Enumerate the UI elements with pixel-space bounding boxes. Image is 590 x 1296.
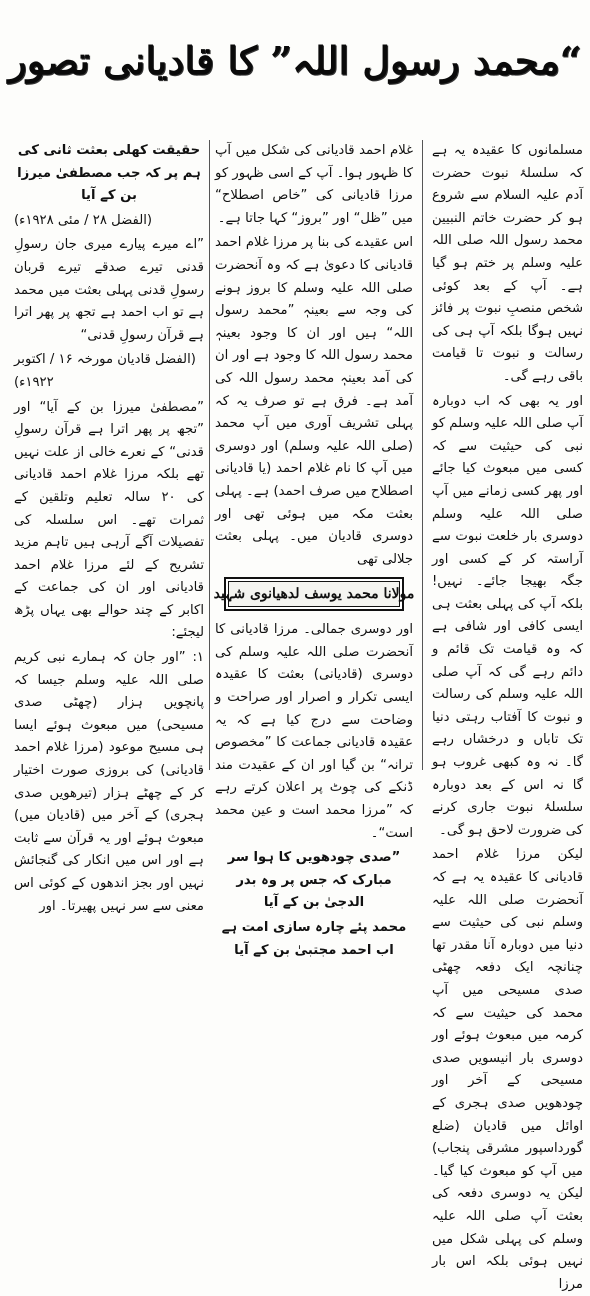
paragraph: اس عقیدے کی بنا پر مرزا غلام احمد قادیانی کا دعویٰ ہے کہ وہ آنحضرت صلی اللہ علیہ وسلم کا بروز ہونے کی وجہ سے بعینہٖ ”محمد رسول اللہ“ ہیں اور ان کا وجود بعینہٖ محمد رسول اللہ کا وجود ہے اور ان کی آمد بعینہٖ محمد رسول اللہ کی آمد ہے۔ فرق ہے تو صرف یہ کہ پہلی تشریف آوری میں آپ محمد (صلی اللہ علیہ وسلم) اور دوسری میں آپ کا نام غلام احمد (یا قادیانی اصطلاح میں صرف احمد) ہے۔ پہلی بعثت مکہ میں ہوئی تھی اور دوسری قادیان میں۔ پہلی بعثت جلالی تھی — [215, 235, 413, 567]
column-left — [14, 140, 204, 914]
author-byline-box — [213, 577, 415, 611]
article-headline — [8, 14, 582, 106]
paragraph: ۱: ”اور جان کہ ہمارے نبی کریم صلی اللہ علیہ وسلم جیسا کہ پانچویں ہزار (چھٹی صدی مسیحی) میں مبعوث ہوئے ایسا ہی مسیح موعود (مرزا غلام احمد قادیانی) کی بروزی صورت اختیار کر کے چھٹے ہزار (تیرھویں صدی ہجری) کے آخر میں (قادیان میں) مبعوث ہوئے اور یہ قرآن سے ثابت ہے اور اس میں انکار کی گنجائش نہیں اور بجز اندھوں کے کوئی اس معنی سے سر نہیں پھیرتا۔ اور — [14, 650, 204, 914]
quoted-poem: ”اے میرے پیارے میری جان رسولِ قدنی تیرے صدقے تیرے قربان رسولِ قدنی پہلی بعثت میں محمد ہے تو اب احمد ہے تجھ پر پھر اترا ہے قرآن رسولِ قدنی“ — [14, 237, 204, 343]
headline-text: “محمد رسول اللہ” کا قادیانی تصور — [8, 37, 582, 83]
author-name: مولانا محمد یوسف لدھیانوی شہید — [213, 585, 415, 602]
verse-line: ”صدی چودھویں کا ہوا سر مبارک کہ جس پر وہ بدر الدجیٰ بن کے آیا — [227, 850, 401, 911]
verse-line: حقیقت کھلی بعثت ثانی کی ہم پر کہ جب مصطفیٰ میرزا بن کے آیا — [17, 143, 201, 204]
column-divider — [209, 140, 210, 770]
column-middle — [213, 140, 415, 958]
column-divider — [422, 140, 423, 770]
reference-citation: (الفضل قادیان مورخہ ۱۶ / اکتوبر ۱۹۲۲ء) — [14, 352, 196, 390]
column-right — [432, 140, 583, 1292]
paragraph: لیکن مرزا غلام احمد قادیانی کا عقیدہ یہ ہے کہ آنحضرت صلی اللہ علیہ وسلم نبی کی حیثیت سے دنیا میں دوبارہ آنا مقدر تھا چنانچہ ایک دفعہ چھٹی صدی مسیحی میں آپ محمد کی حیثیت سے کہ کرمہ میں مبعوث ہوئے اور دوسری بار انیسویں صدی مسیحی کے آخر اور چودھویں صدی ہجری کے اوائل میں قادیان (ضلع گورداسپور مشرقی پنجاب) میں آپ کو مبعوث کیا گیا۔ لیکن یہ دوسری دفعہ کی بعثت آپ صلی اللہ علیہ وسلم کی پہلی شکل میں نہیں ہوئی بلکہ اس بار مرزا — [432, 847, 583, 1292]
reference-citation: (الفضل ۲۸ / مئی ۱۹۲۸ء) — [14, 212, 153, 228]
verse-line: محمد پئے چارہ سازی امت ہے اب احمد مجتبیٰ بن کے آیا — [221, 920, 407, 958]
paragraph: غلام احمد قادیانی کی شکل میں آپ کا ظہور ہوا۔ آپ کے اسی ظہور کو مرزا قادیانی کی ”خاص اصطلاح“ میں ”ظل“ اور ”بروز“ کہا جاتا ہے۔ — [215, 143, 413, 226]
paragraph: اور یہ بھی کہ اب دوبارہ آپ صلی اللہ علیہ وسلم کو نبی کی حیثیت سے کہ کسی میں مبعوث کیا جائے اور پھر کسی زمانے میں آپ صلی اللہ علیہ وسلم دوسری بار خلعت نبوت سے آراستہ کر کے کسی اور جگہ بھیجا جائے۔ نہیں! بلکہ آپ کی پہلی بعثت ہی ایسی کافی اور شافی ہے کہ وہ قیامت تک قائم و دائم رہے گی کہ آپ صلی اللہ علیہ وسلم کی رسالت و نبوت کا آفتاب رہتی دنیا تک تاباں و درخشاں رہے گا۔ نہ وہ کبھی غروب ہو گا نہ اس کے بعد دوبارہ سلسلۂ نبوت جاری کرنے کی ضرورت لاحق ہو گی۔ — [432, 393, 583, 838]
paragraph: ”مصطفیٰ میرزا بن کے آیا“ اور ”تجھ پر پھر اترا ہے قرآن رسولِ قدنی“ کے نعرے خالی از علت نہیں تھے بلکہ مرزا غلام احمد قادیانی کی ۲۰ سالہ تعلیم وتلقین کے ثمرات تھے۔ اس سلسلہ کی تفصیلات آگے آرہی ہیں تاہم مزید تشریح کے لئے مرزا غلام احمد قادیانی اور ان کی جماعت کے اکابر کے چند حوالے بھی یہاں پڑھ لیجئے: — [14, 399, 204, 641]
paragraph: مسلمانوں کا عقیدہ یہ ہے کہ سلسلۂ نبوت حضرت آدم علیہ السلام سے شروع ہو کر حضرت خاتم النبیین محمد رسول اللہ صلی اللہ علیہ وسلم پر ختم ہو گیا ہے۔ آپ کے بعد کوئی شخص منصبِ نبوت پر فائز نہیں ہوگا بلکہ آپ ہی کی رسالت و نبوت تا قیامت باقی رہے گی۔ — [432, 143, 583, 384]
paragraph: اور دوسری جمالی۔ مرزا قادیانی کا آنحضرت صلی اللہ علیہ وسلم کی دوسری (قادیانی) بعثت کا عقیدہ ایسی تکرار و اصرار اور صراحت و وضاحت سے درج کیا ہے کہ یہ عقیدہ قادیانی جماعت کا ”مخصوص ترانہ“ بن گیا اور ان کے عقیدت مند ڈنکے کی چوٹ پر اعلان کرتے رہے کہ ”مرزا محمد است و عین محمد است“۔ — [215, 622, 413, 841]
